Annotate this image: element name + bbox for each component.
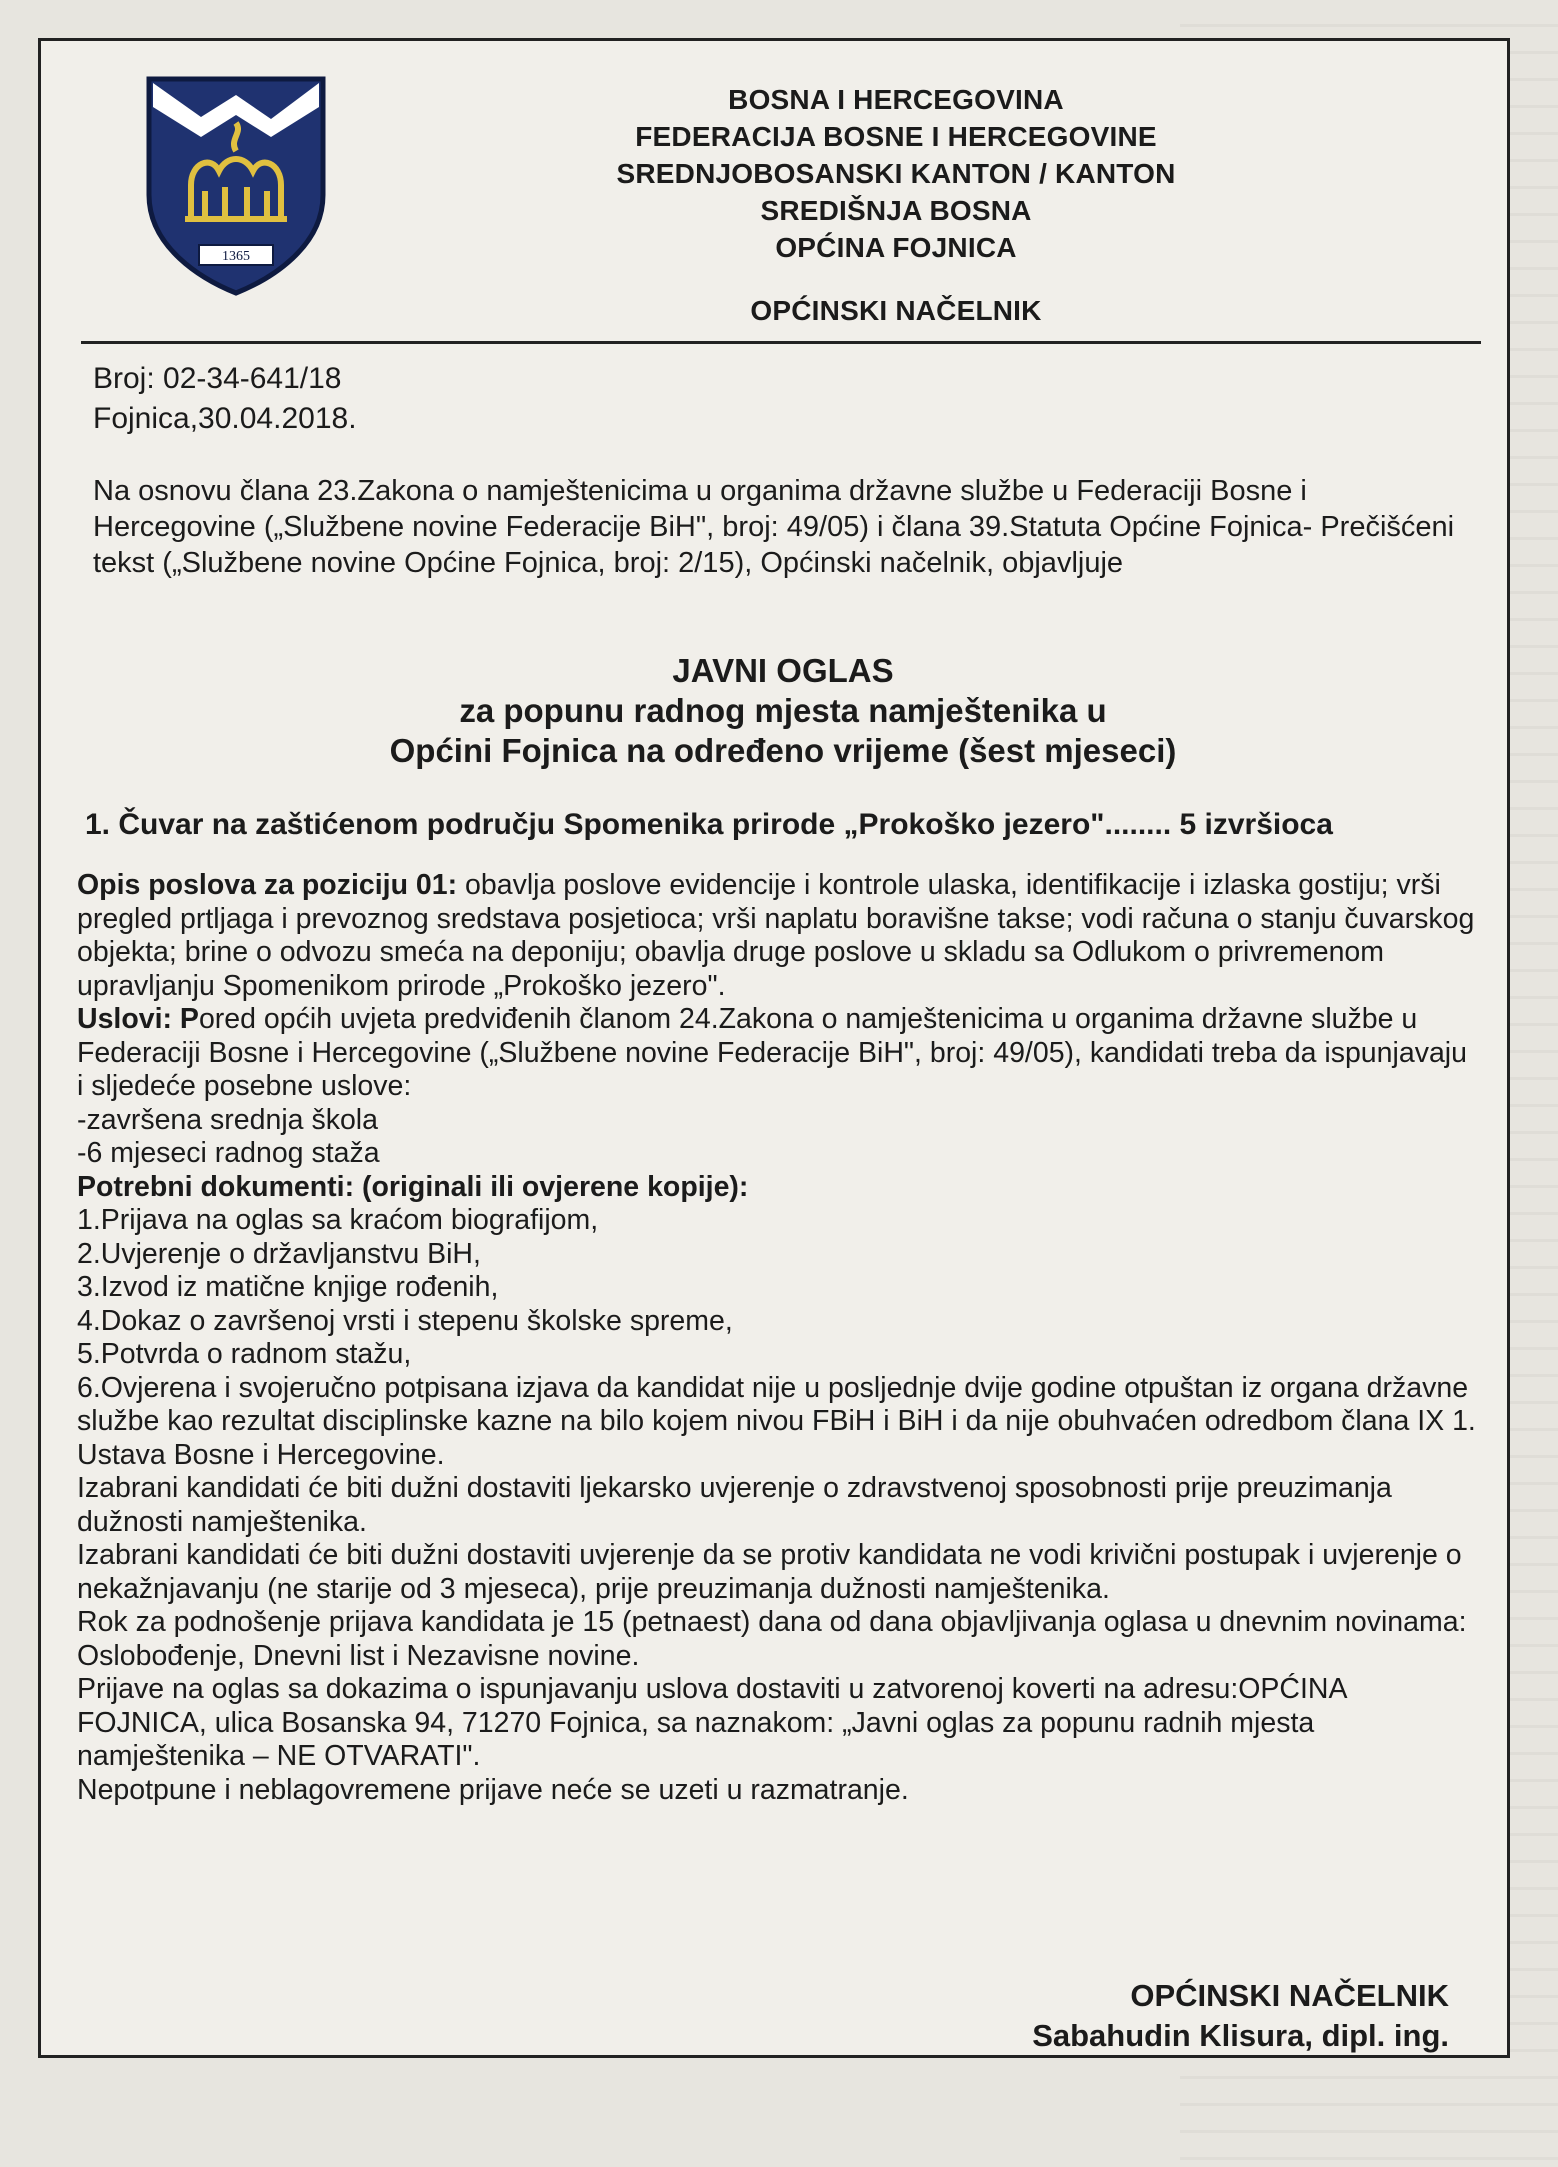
note-paragraph: Izabrani kandidati će biti dužni dostaviti ljekarsko uvjerenje o zdravstvenoj sposobnosti prije preuzimanja dužnosti namještenika. <box>77 1472 1392 1538</box>
conditions <box>77 1003 1477 1104</box>
signatory-title: OPĆINSKI NAČELNIK <box>1130 1978 1449 2013</box>
documents-label-text: Potrebni dokumenti: (originali ili ovjerene kopije): <box>77 1170 749 1203</box>
document-item: 6.Ovjerena i svojeručno potpisana izjava da kandidat nije u posljednje dvije godine otpuštan iz organa državne službe kao rezultat disciplinske kazne na bilo kojem nivou FBiH i BiH i da nije obuhvaćen odredbom člana IX 1. Ustava Bosne i Hercegovine. <box>77 1371 1476 1471</box>
title-line: Općini Fojnica na određeno vrijeme (šest mjeseci) <box>389 732 1177 769</box>
job-description-text: obavlja poslove evidencije i kontrole ulaska, identifikacije i izlaska gostiju; vrši pregled prtljaga i prevoznog sredstava posjetioca; vrši naplatu boravišne takse; vodi računa o stanju čuvarskog objekta; brine o odvozu smeća na deponiju; obavlja druge poslove u skladu sa Odlukom o privremenom upravljanju Spomenikom prirode „Prokoško jezero". <box>77 869 1475 1002</box>
conditions-label: Uslovi: P <box>77 1003 199 1035</box>
header-line: FEDERACIJA BOSNE I HERCEGOVINE <box>635 121 1157 152</box>
note-paragraph: Prijave na oglas sa dokazima o ispunjavanju uslova dostaviti u zatvorenoj koverti na adresu:OPĆINA FOJNICA, ulica Bosanska 94, 71270 Fojnica, sa naznakom: „Javni oglas za popunu radnih mjesta namještenika – NE OTVARATI". <box>77 1673 1346 1772</box>
header-office: OPĆINSKI NAČELNIK <box>750 295 1042 326</box>
header-line: SREDNJOBOSANSKI KANTON / KANTON <box>616 158 1176 189</box>
job-description-label: Opis poslova za poziciju 01: <box>77 869 458 901</box>
header-line: SREDIŠNJA BOSNA <box>760 195 1032 226</box>
notice-title <box>93 651 1473 771</box>
signatory-name: Sabahudin Klisura, dipl. ing. <box>1032 2018 1449 2053</box>
job-description <box>77 869 1477 1003</box>
note-paragraph: Nepotpune i neblagovremene prijave neće se uzeti u razmatranje. <box>77 1773 909 1806</box>
document-item: 1.Prijava na oglas sa kraćom biografijom, <box>77 1204 599 1236</box>
issuer-header <box>421 81 1371 329</box>
document-item: 5.Potvrda o radnom stažu, <box>77 1338 412 1370</box>
notice-body <box>77 869 1477 1807</box>
document-item: 4.Dokaz o završenoj vrsti i stepenu školske spreme, <box>77 1304 733 1337</box>
conditions-text: ored općih uvjeta predviđenih članom 24.Zakona o namještenicima u organima državne službe u Federaciji Bosne i Hercegovine („Službene novine Federacije BiH", broj: 49/05), kandidati treba da ispunjavaju i sljedeće posebne uslove: <box>77 1003 1467 1102</box>
document-item: 2.Uvjerenje o državljanstvu BiH, <box>77 1237 481 1270</box>
condition-item: -6 mjeseci radnog staža <box>77 1137 380 1169</box>
public-notice <box>38 38 1510 2058</box>
signature-block <box>1032 1976 1449 2056</box>
note-paragraph: Izabrani kandidati će biti dužni dostaviti uvjerenje da se protiv kandidata ne vodi krivični postupak i uvjerenje o nekažnjavanju (ne starije od 3 mjeseca), prije preuzimanja dužnosti namještenika. <box>77 1539 1462 1605</box>
condition-item: -završena srednja škola <box>77 1103 378 1136</box>
header-line: OPĆINA FOJNICA <box>775 232 1017 263</box>
legal-basis-paragraph: Na osnovu člana 23.Zakona o namještenicima u organima državne službe u Federaciji Bosne i Hercegovine („Službene novine Federacije BiH", broj: 49/05) i člana 39.Statuta Općine Fojnica- Prečišćeni tekst („Službene novine Općine Fojnica, broj: 2/15), Općinski načelnik, objavljuje <box>93 475 1455 579</box>
documents-label <box>77 1171 1477 1205</box>
document-date: Fojnica,30.04.2018. <box>93 402 357 435</box>
position-heading: 1. Čuvar na zaštićenom području Spomenika prirode „Prokoško jezero"........ 5 izvršioca <box>85 808 1333 841</box>
svg-text:1365: 1365 <box>222 249 250 264</box>
title-line: JAVNI OGLAS <box>672 652 894 689</box>
header-divider <box>81 341 1481 344</box>
municipality-crest-icon <box>141 67 331 297</box>
title-line: za popunu radnog mjesta namještenika u <box>459 692 1107 729</box>
reference-number: Broj: 02-34-641/18 <box>93 362 342 395</box>
document-meta <box>93 359 357 439</box>
document-item: 3.Izvod iz matične knjige rođenih, <box>77 1271 499 1303</box>
header-line: BOSNA I HERCEGOVINA <box>728 84 1064 115</box>
note-paragraph: Rok za podnošenje prijava kandidata je 15 (petnaest) dana od dana objavljivanja oglasa u dnevnim novinama: Oslobođenje, Dnevni list i Nezavisne novine. <box>77 1606 1467 1672</box>
